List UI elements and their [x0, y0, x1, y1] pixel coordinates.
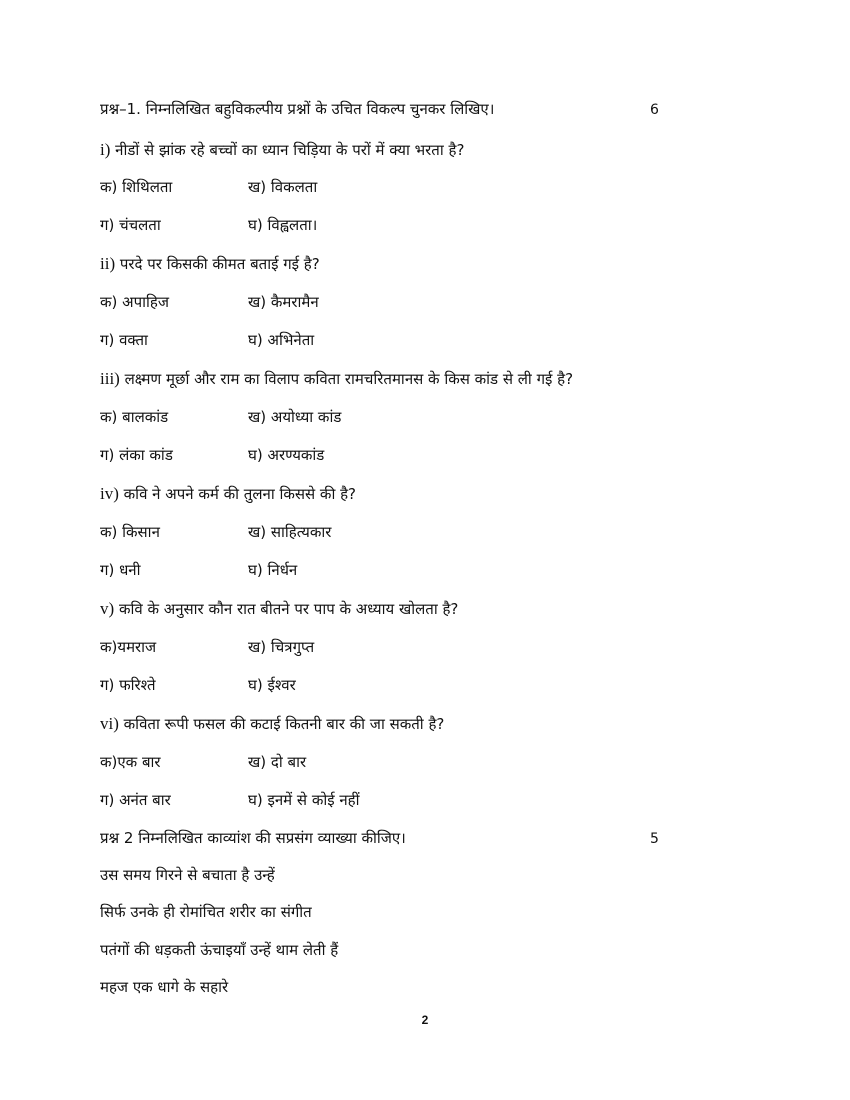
option-kha: ख) साहित्यकार [248, 523, 332, 541]
question-1-ii [100, 254, 320, 274]
question-text: कविता रूपी फसल की कटाई कितनी बार की जा सकती है? [118, 715, 445, 733]
question-text: कवि के अनुसार कौन रात बीतने पर पाप के अध्याय खोलता है? [114, 600, 459, 618]
option-ka: क) किसान [100, 523, 160, 541]
q1-heading: प्रश्न–1. निम्नलिखित बहुविकल्पीय प्रश्नों के उचित विकल्प चुनकर लिखिए। [100, 100, 495, 118]
option-ka: क)एक बार [100, 753, 161, 771]
option-ka: क) अपाहिज [100, 293, 169, 311]
q2-marks: 5 [650, 831, 659, 847]
question-number: iv) [100, 484, 119, 503]
option-ga: ग) धनी [100, 561, 141, 579]
question-number: v) [100, 599, 115, 618]
verse-line: सिर्फ उनके ही रोमांचित शरीर का संगीत [100, 903, 312, 921]
verse-line: पतंगों की धड़कती ऊंचाइयाँ उन्हें थाम लेती हैं [100, 941, 339, 959]
option-gha: घ) अभिनेता [248, 331, 315, 349]
option-ka: क) शिथिलता [100, 178, 173, 196]
q1-marks: 6 [650, 102, 659, 118]
option-gha: घ) निर्धन [248, 561, 298, 579]
question-text: लक्ष्मण मूर्छा और राम का विलाप कविता रामचरितमानस के किस कांड से ली गई है? [119, 370, 574, 388]
question-1-vi [100, 714, 444, 734]
verse-line: उस समय गिरने से बचाता है उन्हें [100, 866, 275, 884]
option-kha: ख) दो बार [248, 753, 307, 771]
option-ka: क)यमराज [100, 638, 157, 656]
option-gha: घ) इनमें से कोई नहीं [248, 791, 360, 809]
option-ka: क) बालकांड [100, 408, 169, 426]
option-kha: ख) कैमरामैन [248, 293, 319, 311]
option-gha: घ) विह्वलता। [248, 216, 318, 234]
question-1-iv [100, 484, 356, 504]
question-text: कवि ने अपने कर्म की तुलना किससे की है? [118, 485, 357, 503]
option-ga: ग) वक्ता [100, 331, 148, 349]
option-kha: ख) विकलता [248, 178, 318, 196]
option-gha: घ) अरण्यकांड [248, 446, 325, 464]
option-ga: ग) लंका कांड [100, 446, 173, 464]
option-ga: ग) चंचलता [100, 216, 161, 234]
question-number: iii) [100, 369, 120, 388]
page-number: 2 [421, 1013, 429, 1027]
question-text: नीडों से झांक रहे बच्चों का ध्यान चिड़िया के परों में क्या भरता है? [110, 141, 465, 159]
question-number: ii) [100, 254, 116, 273]
question-1-iii [100, 369, 573, 389]
question-number: vi) [100, 714, 119, 733]
option-ga: ग) फरिश्ते [100, 676, 156, 694]
option-ga: ग) अनंत बार [100, 791, 171, 809]
question-number: i) [100, 140, 111, 159]
option-gha: घ) ईश्वर [248, 676, 296, 694]
option-kha: ख) चित्रगुप्त [248, 638, 315, 656]
option-kha: ख) अयोध्या कांड [248, 408, 342, 426]
q2-heading: प्रश्न 2 निम्नलिखित काव्यांश की सप्रसंग व्याख्या कीजिए। [100, 829, 406, 847]
verse-line: महज एक धागे के सहारे [100, 978, 229, 996]
question-text: परदे पर किसकी कीमत बताई गई है? [115, 255, 320, 273]
question-1-v [100, 599, 458, 619]
question-1-i [100, 140, 464, 160]
